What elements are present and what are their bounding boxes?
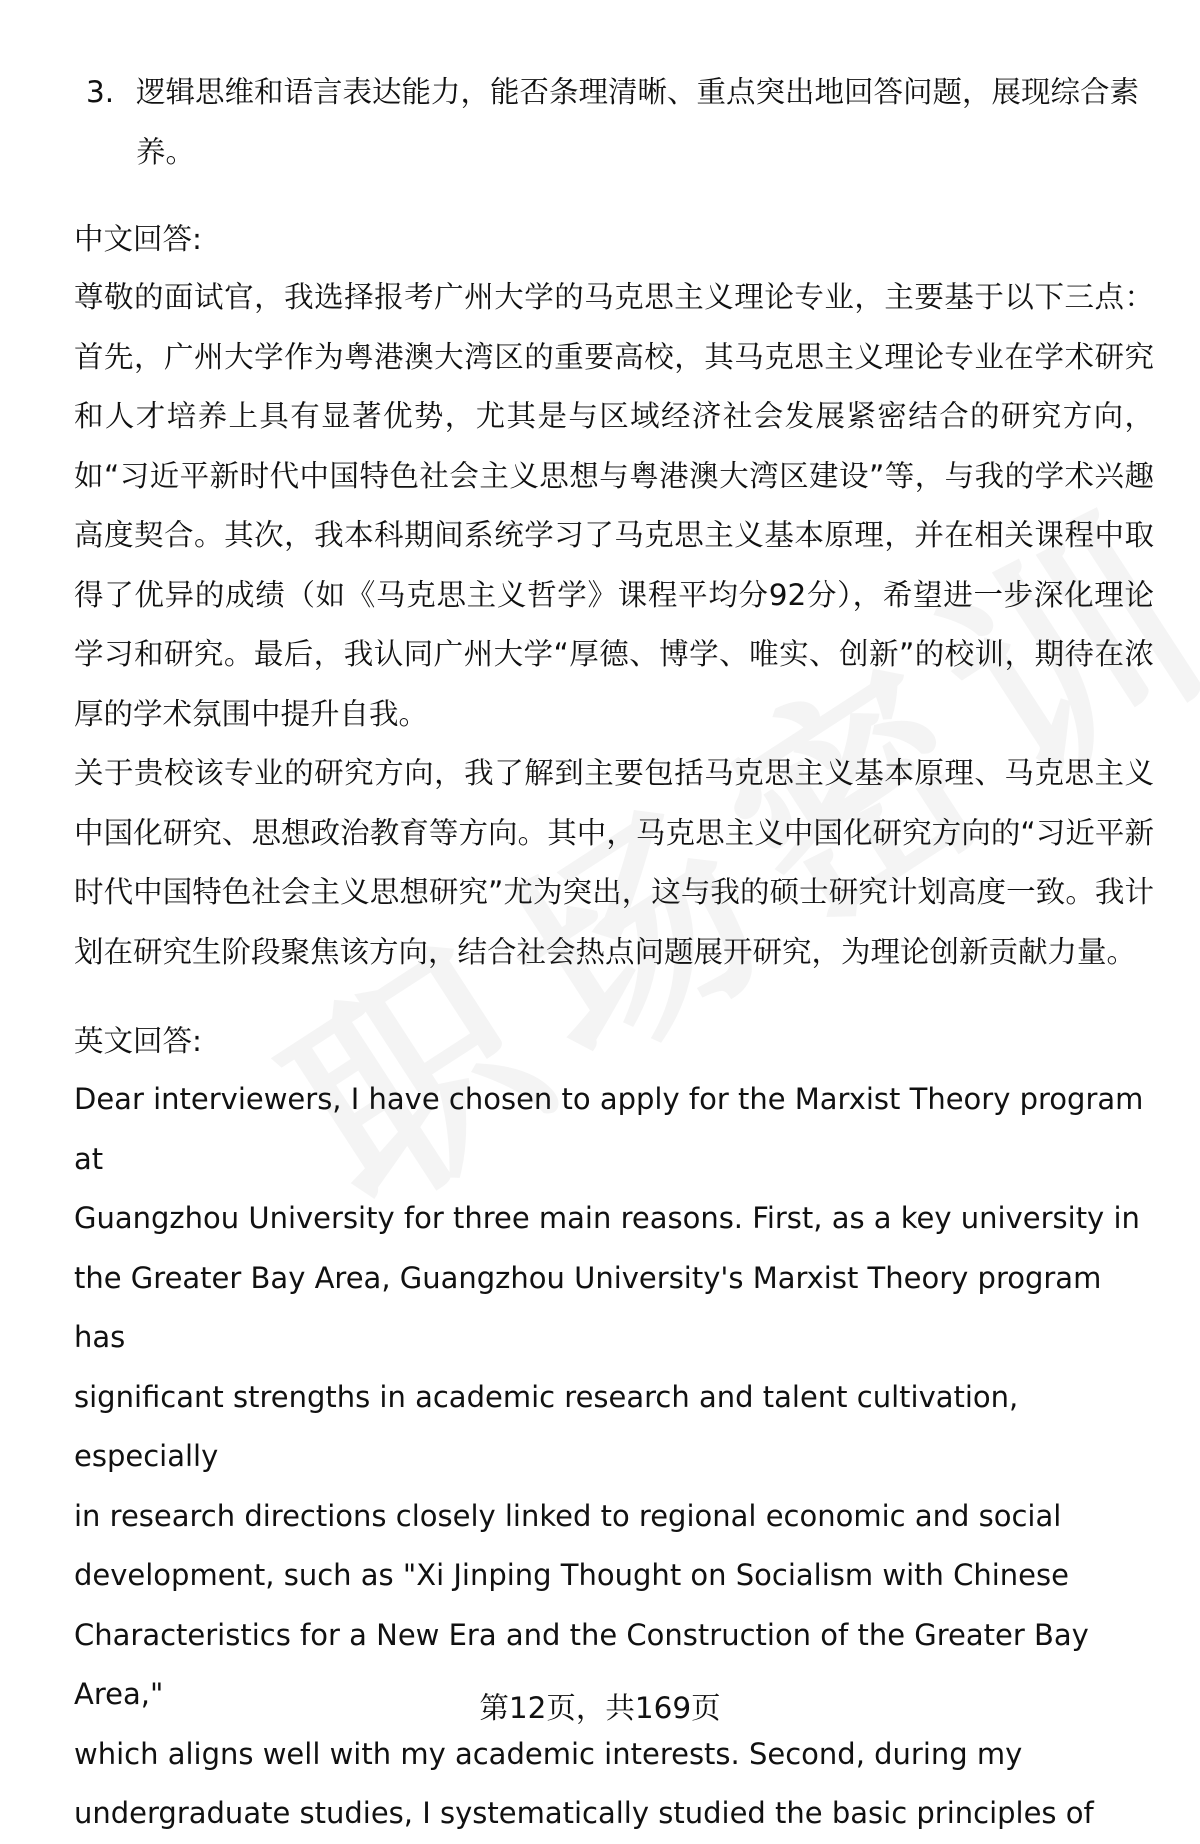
page-content: [74, 62, 1154, 1844]
english-line: Dear interviewers, I have chosen to apply for the Marxist Theory program at: [74, 1082, 1144, 1176]
english-answer-heading: 英文回答:: [74, 1024, 202, 1058]
english-line: the Greater Bay Area, Guangzhou University's Marxist Theory program has: [74, 1260, 1102, 1354]
chinese-paragraph: 尊敬的面试官，我选择报考广州大学的马克思主义理论专业，主要基于以下三点：首先，广州大学作为粤港澳大湾区的重要高校，其马克思主义理论专业在学术研究和人才培养上具有显著优势，尤其是与区域经济社会发展紧密结合的研究方向，如“习近平新时代中国特色社会主义思想与粤港澳大湾区建设”等，与我的学术兴趣高度契合。其次，我本科期间系统学习了马克思主义基本原理，并在相关课程中取得了优异的成绩（如《马克思主义哲学》课程平均分92分），希望进一步深化理论学习和研究。最后，我认同广州大学“厚德、博学、唯实、创新”的校训，期待在浓厚的学术氛围中提升自我。: [74, 280, 1154, 731]
chinese-answer-heading: 中文回答:: [74, 222, 202, 256]
item-text: 逻辑思维和语言表达能力，能否条理清晰、重点突出地回答问题，展现综合素养。: [136, 75, 1140, 169]
page-number-footer: 第12页，共169页: [479, 1691, 721, 1725]
english-line: in research directions closely linked to regional economic and social: [74, 1498, 1062, 1533]
item-number: 3.: [86, 75, 115, 109]
english-line: development, such as "Xi Jinping Thought on Socialism with Chinese: [74, 1558, 1069, 1592]
numbered-item: [74, 62, 1154, 182]
english-line: Characteristics for a New Era and the Construction of the Greater Bay Area,": [74, 1617, 1089, 1711]
english-line: undergraduate studies, I systematically studied the basic principles of: [74, 1796, 1094, 1830]
english-line: Guangzhou University for three main reasons. First, as a key university in: [74, 1201, 1140, 1235]
english-line: which aligns well with my academic interests. Second, during my: [74, 1736, 1023, 1771]
chinese-paragraph: 关于贵校该专业的研究方向，我了解到主要包括马克思主义基本原理、马克思主义中国化研究、思想政治教育等方向。其中，马克思主义中国化研究方向的“习近平新时代中国特色社会主义思想研究”尤为突出，这与我的硕士研究计划高度一致。我计划在研究生阶段聚焦该方向，结合社会热点问题展开研究，为理论创新贡献力量。: [74, 756, 1154, 969]
chinese-answer-body: [74, 268, 1154, 982]
english-line: significant strengths in academic research and talent cultivation, especially: [74, 1379, 1019, 1473]
